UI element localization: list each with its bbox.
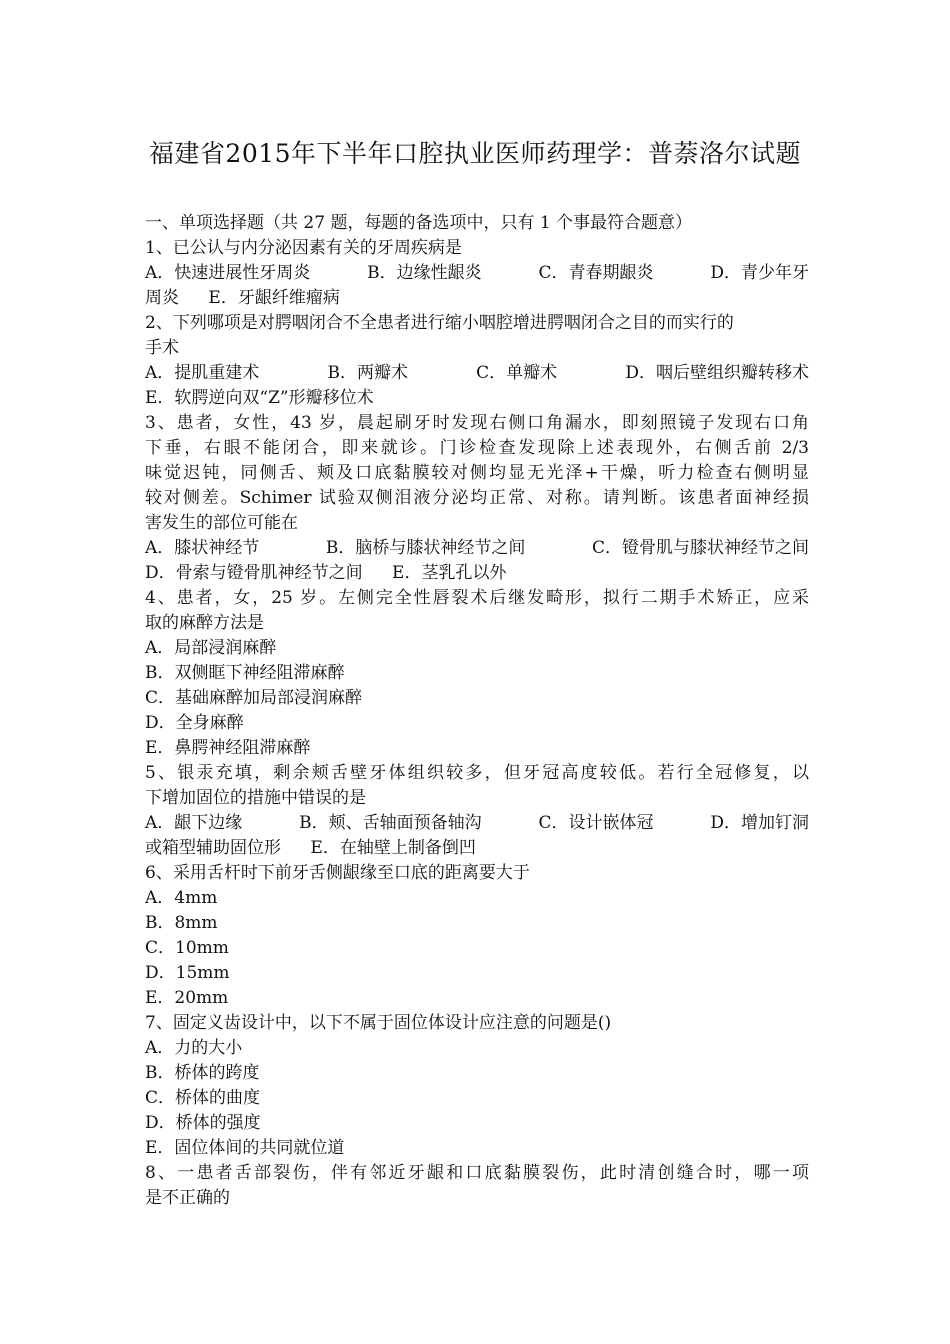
question-5-option-c: C．设计嵌体冠 [538, 813, 654, 833]
question-3-stem-line-3: 味觉迟钝，同侧舌、颊及口底黏膜较对侧均显无光泽+干燥，听力检查右侧明显 [145, 463, 809, 483]
question-5-option-d: D．增加钉洞 [710, 813, 810, 833]
question-1-option-d: D．青少年牙 [710, 263, 810, 283]
question-3-options-row-1 [145, 536, 809, 561]
question-4-option-e: E．鼻腭神经阻滞麻醉 [145, 738, 311, 758]
question-6-option-d: D．15mm [145, 963, 230, 983]
question-3-stem-line-5: 害发生的部位可能在 [145, 513, 298, 533]
question-3-option-e: E．茎乳孔以外 [392, 563, 507, 583]
question-2-stem-line-2: 手术 [145, 338, 179, 358]
question-1-option-e: E．牙龈纤维瘤病 [208, 288, 340, 308]
question-1-stem: 1、已公认与内分泌因素有关的牙周疾病是 [145, 238, 462, 258]
question-5-option-b: B．颊、舌轴面预备轴沟 [299, 813, 482, 833]
question-6-option-a: A．4mm [145, 888, 218, 908]
question-3-option-d: D．骨索与镫骨肌神经节之间 [145, 563, 363, 583]
question-4-option-c: C．基础麻醉加局部浸润麻醉 [145, 688, 363, 708]
question-5-option-a: A．龈下边缘 [145, 813, 243, 833]
question-3-option-c: C．镫骨肌与膝状神经节之间 [592, 538, 810, 558]
question-5-option-d-cont: 或箱型辅助固位形 [145, 838, 281, 858]
question-5-option-e: E．在轴壁上制备倒凹 [310, 838, 476, 858]
question-2-option-d: D．咽后壁组织瓣转移术 [625, 363, 809, 383]
question-2-option-b: B．两瓣术 [327, 363, 408, 383]
question-7-option-b: B．桥体的跨度 [145, 1063, 260, 1083]
question-1-option-b: B．边缘性龈炎 [367, 263, 482, 283]
question-2-stem-line-1: 2、下列哪项是对腭咽闭合不全患者进行缩小咽腔增进腭咽闭合之目的而实行的 [145, 313, 734, 333]
question-8-stem-line-1: 8、一患者舌部裂伤，伴有邻近牙龈和口底黏膜裂伤，此时清创缝合时，哪一项 [145, 1163, 809, 1183]
question-4-stem-line-1: 4、患者，女，25 岁。左侧完全性唇裂术后继发畸形，拟行二期手术矫正，应采 [145, 588, 809, 608]
question-7-option-d: D．桥体的强度 [145, 1113, 261, 1133]
question-5-options-row-1 [145, 811, 809, 836]
question-2-option-a: A．提肌重建术 [145, 363, 260, 383]
question-list [145, 211, 809, 1211]
question-1-options-row-2 [145, 286, 809, 311]
question-1-options-row-1 [145, 261, 809, 286]
section-header: 一、单项选择题（共 27 题，每题的备选项中，只有 1 个事最符合题意） [145, 213, 693, 233]
question-2-options-row-1 [145, 361, 809, 386]
question-1-option-c: C．青春期龈炎 [538, 263, 654, 283]
page-title: 福建省2015年下半年口腔执业医师药理学：普萘洛尔试题 [148, 139, 802, 168]
question-3-options-row-2 [145, 561, 809, 586]
question-5-stem-line-2: 下增加固位的措施中错误的是 [145, 788, 366, 808]
question-6-option-c: C．10mm [145, 938, 229, 958]
question-3-stem-line-1: 3、患者，女性，43 岁，晨起刷牙时发现右侧口角漏水，即刻照镜子发现右口角 [145, 413, 809, 433]
question-4-option-d: D．全身麻醉 [145, 713, 244, 733]
question-1-option-a: A．快速进展性牙周炎 [145, 263, 311, 283]
question-5-stem-line-1: 5、银汞充填，剩余颊舌壁牙体组织较多，但牙冠高度较低。若行全冠修复，以 [145, 763, 809, 783]
question-2-option-e: E．软腭逆向双“Z”形瓣移位术 [145, 388, 374, 408]
question-6-option-e: E．20mm [145, 988, 229, 1008]
question-7-option-a: A．力的大小 [145, 1038, 243, 1058]
question-4-option-a: A．局部浸润麻醉 [145, 638, 277, 658]
question-4-option-b: B．双侧眶下神经阻滞麻醉 [145, 663, 345, 683]
question-8-stem-line-2: 是不正确的 [145, 1188, 230, 1208]
question-1-option-d-cont: 周炎 [145, 288, 179, 308]
question-3-stem-line-4: 较对侧差。Schimer 试验双侧泪液分泌均正常、对称。请判断。该患者面神经损 [145, 488, 809, 508]
question-6-option-b: B．8mm [145, 913, 218, 933]
question-3-stem-line-2: 下垂，右眼不能闭合，即来就诊。门诊检查发现除上述表现外，右侧舌前 2/3 [145, 438, 809, 458]
question-7-option-c: C．桥体的曲度 [145, 1088, 261, 1108]
question-7-option-e: E．固位体间的共同就位道 [145, 1138, 345, 1158]
question-2-option-c: C．单瓣术 [476, 363, 558, 383]
question-3-option-b: B．脑桥与膝状神经节之间 [325, 538, 526, 558]
question-7-stem: 7、固定义齿设计中，以下不属于固位体设计应注意的问题是() [145, 1013, 612, 1033]
question-6-stem: 6、采用舌杆时下前牙舌侧龈缘至口底的距离要大于 [145, 863, 530, 883]
question-3-option-a: A．膝状神经节 [145, 538, 260, 558]
question-5-options-row-2 [145, 836, 809, 861]
question-4-stem-line-2: 取的麻醉方法是 [145, 613, 264, 633]
